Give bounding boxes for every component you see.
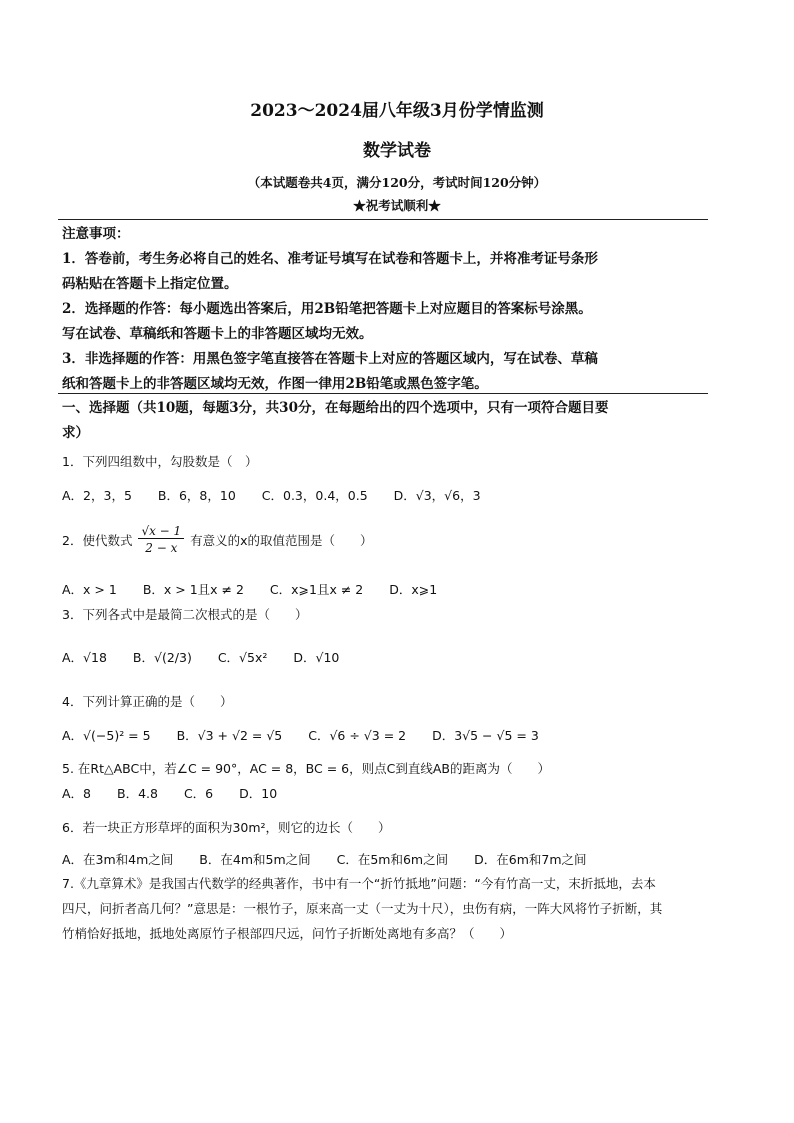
notes-line: 纸和答题卡上的非答题区域均无效，作图一律用2B铅笔或黑色签字笔。: [62, 376, 488, 392]
question-6: 6．若一块正方形草坪的面积为30m²，则它的边长（ ）: [62, 820, 391, 835]
notes-line: 3．非选择题的作答：用黑色签字笔直接答在答题卡上对应的答题区域内，写在试卷、草稿: [62, 351, 598, 367]
option-a: A．2，3，5: [62, 488, 132, 503]
option-c: C．x⩾1且x ≠ 2: [269, 582, 364, 597]
question-5: 5. 在Rt△ABC中，若∠C = 90°，AC = 8，BC = 6，则点C到直线AB的距离为（ ）: [62, 761, 550, 776]
option-c: C．0.3，0.4，0.5: [261, 488, 368, 503]
question-7-line: 竹梢恰好抵地，抵地处离原竹子根部四尺远，问竹子折断处离地有多高？（ ）: [62, 926, 513, 941]
option-d: D．在6m和7m之间: [474, 852, 587, 867]
question-3-options: [62, 648, 732, 666]
option-b: B．4.8: [117, 786, 158, 801]
option-a: A．√(−5)² = 5: [62, 728, 151, 743]
question-7-line: 四尺，问折者高几何？”意思是：一根竹子，原来高一丈（一丈为十尺），虫伤有病，一阵大风将竹子折断，其: [62, 901, 663, 916]
option-c: C．√5x²: [217, 650, 268, 665]
question-2-post: 有意义的x的取值范围是（ ）: [190, 532, 373, 548]
option-a: A．在3m和4m之间: [62, 852, 174, 867]
option-b: B．在4m和5m之间: [199, 852, 311, 867]
notes-line: 码粘贴在答题卡上指定位置。: [62, 276, 238, 292]
question-5-options: [62, 784, 732, 802]
exam-wish: ★祝考试顺利★: [353, 198, 441, 213]
divider-notes: [58, 393, 708, 394]
question-3: 3．下列各式中是最简二次根式的是（ ）: [62, 607, 308, 622]
question-2-pre: 2．使代数式: [62, 532, 133, 548]
option-c: C．6: [183, 786, 214, 801]
notes-line: 2．选择题的作答：每小题选出答案后，用2B铅笔把答题卡上对应题目的答案标号涂黑。: [62, 301, 592, 317]
notes-block: [62, 222, 712, 397]
option-b: B．√(2/3): [132, 650, 192, 665]
option-a: A．√18: [62, 650, 107, 665]
fraction-numerator: √x − 1: [138, 524, 184, 539]
divider-top: [58, 219, 708, 220]
option-a: A．8: [62, 786, 92, 801]
question-4-options: [62, 726, 732, 744]
option-d: D．3√5 − √5 = 3: [432, 728, 539, 743]
option-b: B．x > 1且x ≠ 2: [142, 582, 244, 597]
question-7: [62, 871, 726, 946]
option-d: D．x⩾1: [389, 582, 438, 597]
question-2: [62, 524, 732, 564]
section-line: 一、选择题（共10题，每题3分，共30分，在每题给出的四个选项中，只有一项符合题目要: [62, 400, 609, 416]
question-2-options: [62, 580, 732, 598]
notes-heading: 注意事项：: [62, 226, 130, 242]
option-d: D．10: [239, 786, 278, 801]
exam-info: （本试题卷共4页，满分120分，考试时间120分钟）: [247, 175, 547, 190]
question-6-options: [62, 850, 732, 868]
exam-subject: 数学试卷: [363, 141, 431, 161]
notes-line: 1．答卷前，考生务必将自己的姓名、准考证号填写在试卷和答题卡上，并将准考证号条形: [62, 251, 598, 267]
fraction: [138, 524, 184, 555]
question-7-line: 7.《九章算术》是我国古代数学的经典著作，书中有一个“折竹抵地”问题：“今有竹高一丈，末折抵地，去本: [62, 876, 656, 891]
option-d: D．√10: [293, 650, 340, 665]
option-d: D．√3，√6，3: [393, 488, 481, 503]
question-4: 4．下列计算正确的是（ ）: [62, 694, 233, 709]
option-b: B．√3 + √2 = √5: [176, 728, 283, 743]
notes-line: 写在试卷、草稿纸和答题卡上的非答题区域均无效。: [62, 326, 373, 342]
option-a: A．x > 1: [62, 582, 117, 597]
option-b: B．6，8，10: [157, 488, 236, 503]
option-c: C．√6 ÷ √3 = 2: [308, 728, 407, 743]
fraction-denominator: 2 − x: [145, 541, 178, 555]
exam-title: 2023～2024届八年级3月份学情监测: [250, 101, 544, 121]
question-1: 1．下列四组数中，勾股数是（ ）: [62, 454, 258, 469]
section-line: 求）: [62, 425, 89, 441]
option-c: C．在5m和6m之间: [336, 852, 449, 867]
section-heading: [62, 396, 722, 446]
question-1-options: [62, 486, 732, 504]
